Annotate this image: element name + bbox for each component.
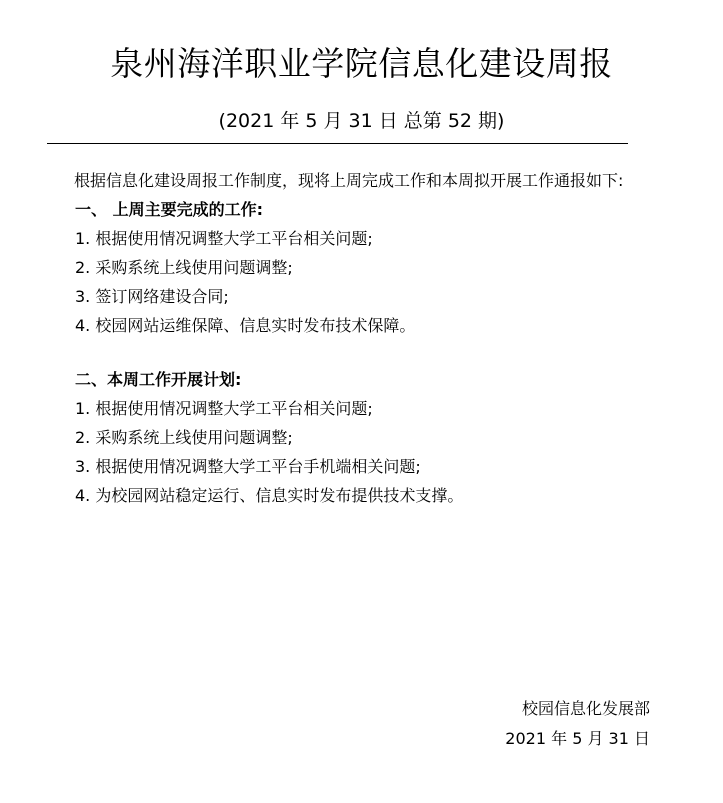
- list-item: 2. 采购系统上线使用问题调整;: [75, 258, 293, 277]
- title-divider: [47, 143, 628, 144]
- signature-block: [505, 694, 650, 754]
- section-spacer: [32, 340, 692, 365]
- section-heading-last-week: 一、 上周主要完成的工作:: [75, 200, 263, 219]
- list-item: 3. 签订网络建设合同;: [75, 287, 229, 306]
- list-item: 1. 根据使用情况调整大学工平台相关问题;: [75, 399, 373, 418]
- list-item: 1. 根据使用情况调整大学工平台相关问题;: [75, 229, 373, 248]
- list-item: 3. 根据使用情况调整大学工平台手机端相关问题;: [75, 457, 421, 476]
- section-heading-this-week: 二、本周工作开展计划:: [75, 370, 242, 389]
- this-week-list: [32, 394, 692, 510]
- intro-paragraph: 根据信息化建设周报工作制度，现将上周完成工作和本周拟开展工作通报如下:: [74, 171, 624, 190]
- last-week-list: [32, 224, 692, 340]
- report-title: 泉州海洋职业学院信息化建设周报: [110, 44, 613, 83]
- signature-date: 2021 年 5 月 31 日: [505, 729, 650, 748]
- list-item: 2. 采购系统上线使用问题调整;: [75, 428, 293, 447]
- report-body: [32, 166, 692, 510]
- list-item: 4. 为校园网站稳定运行、信息实时发布提供技术支撑。: [75, 486, 464, 505]
- report-issue-line: (2021 年 5 月 31 日 总第 52 期): [218, 110, 505, 132]
- signature-department: 校园信息化发展部: [521, 699, 650, 718]
- list-item: 4. 校园网站运维保障、信息实时发布技术保障。: [75, 316, 416, 335]
